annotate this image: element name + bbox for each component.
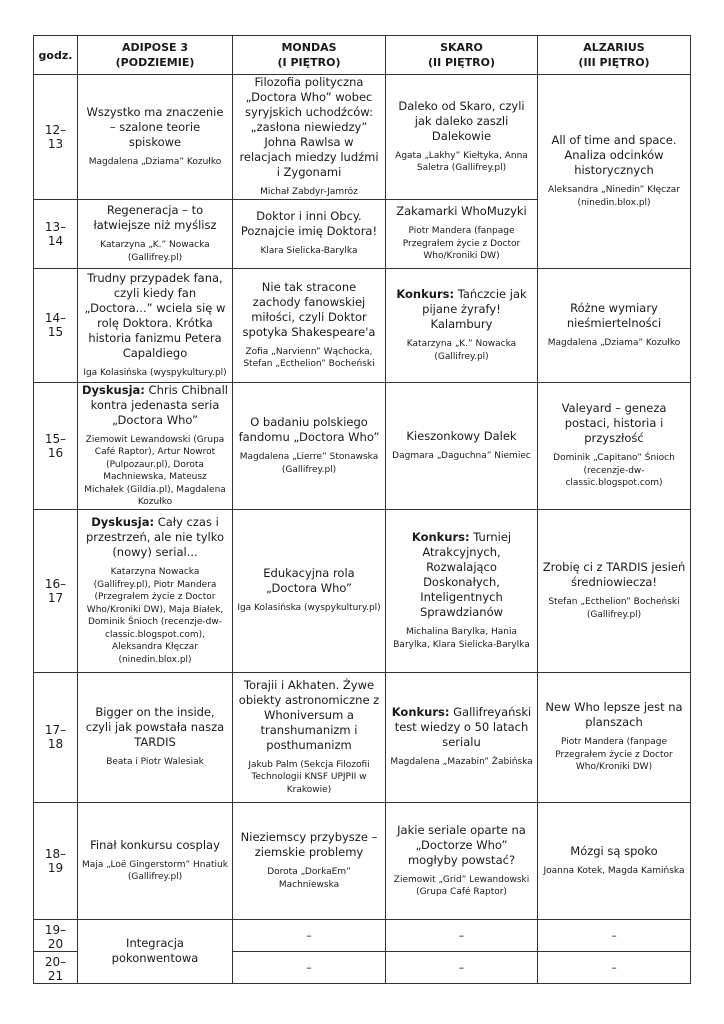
time-cell: 17–18 [34, 672, 78, 802]
session-cell [386, 268, 538, 382]
session-title: Nieziemscy przybysze – ziemskie problemy [240, 830, 378, 859]
header-skaro: SKARO (II PIĘTRO) [386, 36, 538, 75]
session-speakers: Jakub Palm (Sekcja Filozofii Technologii KNSF UPJPII w Krakowie) [248, 759, 370, 795]
session-title: All of time and space. Analiza odcinków historycznych [551, 133, 677, 178]
session-cell [538, 802, 691, 919]
session-cell [78, 919, 233, 983]
session-cell [386, 672, 538, 802]
header-row [34, 36, 691, 75]
session-title: Jakie seriale oparte na „Doctorze Who” mogłyby powstać? [397, 822, 526, 867]
session-title: Mózgi są spoko [570, 843, 658, 858]
session-cell [233, 509, 386, 672]
table-row [34, 75, 691, 200]
session-title: Bigger on the inside, czyli jak powstała nasza TARDIS [85, 705, 225, 750]
session-speakers: Stefan „Ecthelion” Bocheński (Gallifrey.pl) [548, 597, 680, 620]
session-speakers: Piotr Mandera (fanpage Przegrałem życie z Doctor Who/Kroniki DW) [402, 226, 521, 262]
session-title: Kieszonkowy Dalek [406, 428, 517, 443]
session-cell [538, 509, 691, 672]
empty-slot: – [538, 951, 691, 983]
session-title: Konkurs: Turniej Atrakcyjnych, Rozwalająco Doskonałych, Inteligentnych Sprawdzianów [411, 530, 512, 619]
session-title: Zrobię ci z TARDIS jesień średniowiecza! [542, 560, 686, 589]
session-title: Wszystko ma znaczenie – szalone teorie spiskowe [86, 105, 224, 149]
header-time: godz. [34, 36, 78, 75]
session-label: Konkurs: [391, 705, 450, 720]
session-cell [386, 75, 538, 200]
session-title: Filozofia polityczna „Doctora Who” wobec syryjskich uchodźców: „zasłona niewiedzy” Johna Rawlsa w relacjach miedzy ludźmi i Zygonami [239, 75, 379, 179]
session-title: Edukacyjna rola „Doctora Who” [263, 566, 355, 596]
header-alzarius: ALZARIUS (III PIĘTRO) [538, 36, 691, 75]
session-speakers: Katarzyna „K.” Nowacka (Gallifrey.pl) [406, 339, 517, 362]
time-cell: 18–19 [34, 802, 78, 919]
session-speakers: Klara Sielicka-Barylka [260, 246, 358, 257]
time-cell: 16–17 [34, 509, 78, 672]
schedule-table [33, 35, 691, 984]
session-speakers: Ziemowit „Grid” Lewandowski (Grupa Café Raptor) [393, 874, 530, 897]
session-speakers: Ziemowit Lewandowski (Grupa Café Raptor), Artur Nowrot (Pulpozaur.pl), Dorota Machniewska, Mateusz Michałek (Gildia.pl), Magdalena Kozułko [84, 434, 226, 507]
session-speakers: Michał Zabdyr-Jamróz [260, 187, 358, 197]
session-label: Dyskusja: [82, 382, 145, 397]
session-cell [78, 199, 233, 268]
session-cell [78, 672, 233, 802]
session-cell [233, 382, 386, 509]
session-cell [386, 199, 538, 268]
session-speakers: Agata „Lakhy” Kiełtyka, Anna Saletra (Gallifrey.pl) [395, 150, 528, 174]
time-cell: 12–13 [34, 75, 78, 200]
table-row [34, 919, 691, 951]
table-row [34, 268, 691, 382]
header-mondas: MONDAS (I PIĘTRO) [233, 36, 386, 75]
session-title: Torajii i Akhaten. Żywe obiekty astronomiczne z Whoniversum a transhumanizm i posthumanizm [238, 677, 380, 752]
session-title: Różne wymiary nieśmiertelności [566, 300, 662, 330]
session-speakers: Dorota „DorkaEm” Machniewska [267, 867, 351, 890]
session-title: Dyskusja: Cały czas i przestrzeń, ale nie tylko (nowy) serial... [85, 515, 225, 559]
session-speakers: Katarzyna Nowacka (Gallifrey.pl), Piotr Mandera (Przegrałem życie z Doctor Who/Kroniki DW), Maja Białek, Dominik Śnioch (recenzje-dw-classic.blogspot.com), Aleksandra Kłęczar (ninedin.blox.pl) [86, 567, 224, 665]
empty-slot: – [233, 919, 386, 951]
session-speakers: Piotr Mandera (fanpage Przegrałem życie z Doctor Who/Kroniki DW) [555, 737, 673, 773]
session-speakers: Iga Kolasińska (wyspykultury.pl) [83, 367, 227, 378]
session-cell [78, 75, 233, 200]
session-title: Daleko od Skaro, czyli jak daleko zaszli Dalekowie [398, 98, 525, 143]
session-speakers: Maja „Loë Gingerstorm” Hnatiuk (Gallifrey.pl) [82, 859, 228, 882]
session-cell [386, 382, 538, 509]
time-cell: 19–20 [34, 919, 78, 951]
session-title: Integracja pokonwentowa [111, 936, 199, 965]
session-title: Doktor i inni Obcy. Poznajcie imię Doktora! [240, 209, 378, 239]
session-speakers: Joanna Kotek, Magda Kamińska [543, 865, 685, 876]
empty-slot: – [538, 919, 691, 951]
session-cell [233, 75, 386, 200]
table-row [34, 802, 691, 919]
empty-slot: – [386, 919, 538, 951]
session-cell [538, 382, 691, 509]
session-title: Nie tak stracone zachody fanowskiej miłości, czyli Doktor spotyka Shakespeare'a [242, 279, 376, 339]
session-title: O badaniu polskiego fandomu „Doctora Who” [238, 415, 380, 444]
empty-slot: – [386, 951, 538, 983]
session-cell [538, 75, 691, 269]
session-title: Zakamarki WhoMuzyki [396, 204, 527, 219]
session-title: Finał konkursu cosplay [90, 837, 220, 852]
session-cell [386, 509, 538, 672]
table-row [34, 382, 691, 509]
session-cell [233, 802, 386, 919]
session-label: Konkurs: [411, 530, 470, 544]
session-speakers: Michalina Barylka, Hania Barylka, Klara Sielicka-Barylka [393, 627, 530, 650]
session-title: Konkurs: Gallifreyański test wiedzy o 50 latach serialu [391, 705, 532, 750]
session-speakers: Iga Kolasińska (wyspykultury.pl) [237, 603, 381, 614]
time-cell: 14–15 [34, 268, 78, 382]
session-cell [233, 672, 386, 802]
session-cell [78, 802, 233, 919]
header-adipose: ADIPOSE 3 (PODZIEMIE) [78, 36, 233, 75]
session-speakers: Zofia „Narvienn” Wąchocka, Stefan „Ecthelion” Bocheński [243, 346, 375, 369]
table-row [34, 509, 691, 672]
session-speakers: Dominik „Capitano” Śnioch (recenzje-dw-classic.blogspot.com) [553, 453, 675, 489]
session-cell [233, 199, 386, 268]
session-title: Regeneracja – to łatwiejsze niż myślisz [93, 203, 217, 232]
time-cell: 15–16 [34, 382, 78, 509]
session-speakers: Aleksandra „Ninedin” Kłęczar (ninedin.blox.pl) [547, 185, 681, 208]
session-title: Konkurs: Tańczcie jak pijane żyrafy! Kalambury [396, 287, 527, 331]
session-cell [538, 268, 691, 382]
session-speakers: Magdalena „Dziama” Kozułko [88, 157, 222, 167]
table-row [34, 672, 691, 802]
session-title: Valeyard – geneza postaci, historia i przyszłość [561, 401, 667, 446]
session-title: Dyskusja: Chris Chibnall kontra jedenasta seria „Doctora Who” [82, 382, 228, 427]
session-title: Trudny przypadek fana, czyli kiedy fan „Doctora...” wciela się w rolę Doktora. Krótka historia fanizmu Petera Capaldiego [84, 270, 226, 360]
session-cell [78, 509, 233, 672]
session-label: Konkurs: [396, 287, 455, 301]
session-speakers: Magdalena „Mazabin” Żabińska [390, 757, 533, 768]
time-cell: 20–21 [34, 951, 78, 983]
session-speakers: Magdalena „Dziama” Kozułko [547, 337, 681, 348]
session-cell [78, 268, 233, 382]
time-cell: 13–14 [34, 199, 78, 268]
session-speakers: Katarzyna „K.” Nowacka (Gallifrey.pl) [100, 240, 210, 263]
session-cell [78, 382, 233, 509]
session-speakers: Dagmara „Daguchna” Niemiec [392, 450, 531, 461]
session-title: New Who lepsze jest na planszach [545, 700, 683, 730]
session-speakers: Beata i Piotr Walesiak [106, 757, 204, 768]
empty-slot: – [233, 951, 386, 983]
session-label: Dyskusja: [91, 515, 155, 529]
session-cell [386, 802, 538, 919]
session-speakers: Magdalena „Lierre” Stonawska (Gallifrey.pl) [239, 452, 379, 475]
session-cell [538, 672, 691, 802]
session-cell [233, 268, 386, 382]
